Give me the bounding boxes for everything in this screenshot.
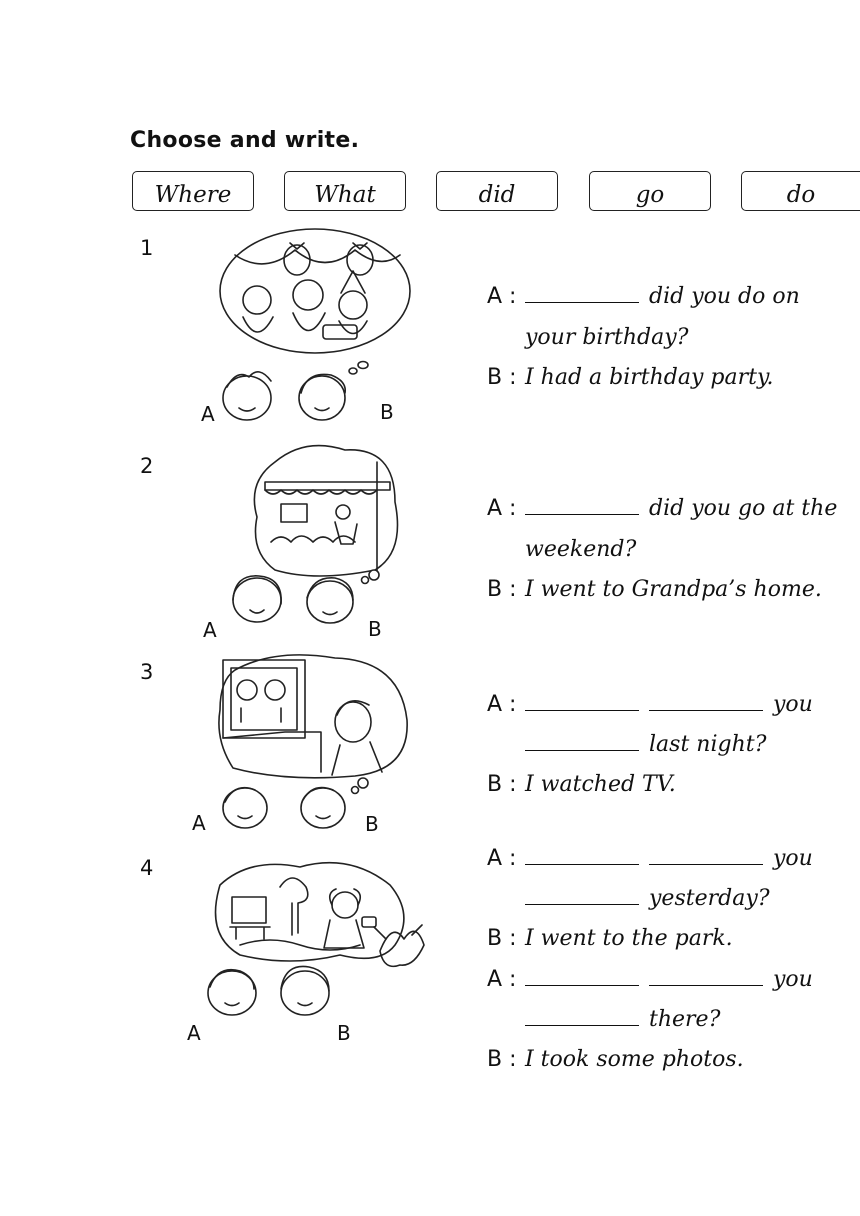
dialogue-text: you [773,846,813,871]
answer-blank[interactable] [525,886,639,905]
exercise-4-line-2 [525,886,770,911]
park-photos-illustration [180,855,435,1050]
exercise-1-label-b: B [380,400,394,424]
speaker-b: B : [487,926,517,951]
exercise-2-label-b: B [368,617,382,641]
exercise-3-label-a: A [192,811,206,835]
exercise-4-label-a: A [187,1021,201,1045]
answer-blank[interactable] [525,496,639,515]
exercise-2-label-a: A [203,618,217,642]
exercise-1-line-1 [487,284,800,309]
exercise-3-label-b: B [365,812,379,836]
answer-blank[interactable] [649,846,763,865]
answer-blank[interactable] [649,692,763,711]
speaker-a: A : [487,692,517,717]
speaker-b: B : [487,1047,517,1072]
dialogue-text: did you do on [649,284,800,309]
exercise-4-line-6 [487,1047,744,1072]
dialogue-text: you [773,692,813,717]
answer-blank[interactable] [525,846,639,865]
watching-tv-illustration [185,650,425,840]
word-bank-go: go [589,171,711,211]
speaker-a: A : [487,284,517,309]
dialogue-text: you [773,967,813,992]
speaker-a: A : [487,967,517,992]
exercise-1-line-2: your birthday? [525,325,689,350]
speaker-b: B : [487,772,517,797]
exercise-1-label-a: A [201,402,215,426]
word-bank-did: did [436,171,558,211]
dialogue-text: I went to the park. [525,926,733,951]
exercise-3-line-3 [487,772,676,797]
dialogue-text: I took some photos. [525,1047,744,1072]
exercise-4-line-1 [487,846,813,871]
word-bank-where: Where [132,171,254,211]
exercise-4-line-4 [487,967,813,992]
speaker-a: A : [487,846,517,871]
exercise-3-line-1 [487,692,813,717]
exercise-1-line-3 [487,365,773,390]
exercise-1-number: 1 [140,236,154,260]
dialogue-text: I watched TV. [525,772,676,797]
dialogue-text: yesterday? [649,886,770,911]
dialogue-text: I went to Grandpa’s home. [525,577,822,602]
exercise-4-label-b: B [337,1021,351,1045]
exercise-4-number: 4 [140,856,154,880]
exercise-4-line-3 [487,926,733,951]
page-title: Choose and write. [130,128,360,153]
dialogue-text: did you go at the [649,496,838,521]
exercise-2-line-2: weekend? [525,537,637,562]
exercise-2-line-3 [487,577,822,602]
answer-blank[interactable] [525,967,639,986]
speaker-b: B : [487,365,517,390]
answer-blank[interactable] [649,967,763,986]
dialogue-text: there? [649,1007,721,1032]
exercise-4-line-5 [525,1007,720,1032]
grandpa-home-illustration [195,442,425,642]
dialogue-text: last night? [649,732,767,757]
exercise-3-number: 3 [140,660,154,684]
word-bank-do: do [741,171,860,211]
answer-blank[interactable] [525,692,639,711]
answer-blank[interactable] [525,1007,639,1026]
word-bank-what: What [284,171,406,211]
answer-blank[interactable] [525,732,639,751]
speaker-a: A : [487,496,517,521]
answer-blank[interactable] [525,284,639,303]
exercise-3-line-2 [525,732,766,757]
exercise-2-line-1 [487,496,837,521]
dialogue-text: I had a birthday party. [525,365,774,390]
exercise-2-number: 2 [140,454,154,478]
speaker-b: B : [487,577,517,602]
